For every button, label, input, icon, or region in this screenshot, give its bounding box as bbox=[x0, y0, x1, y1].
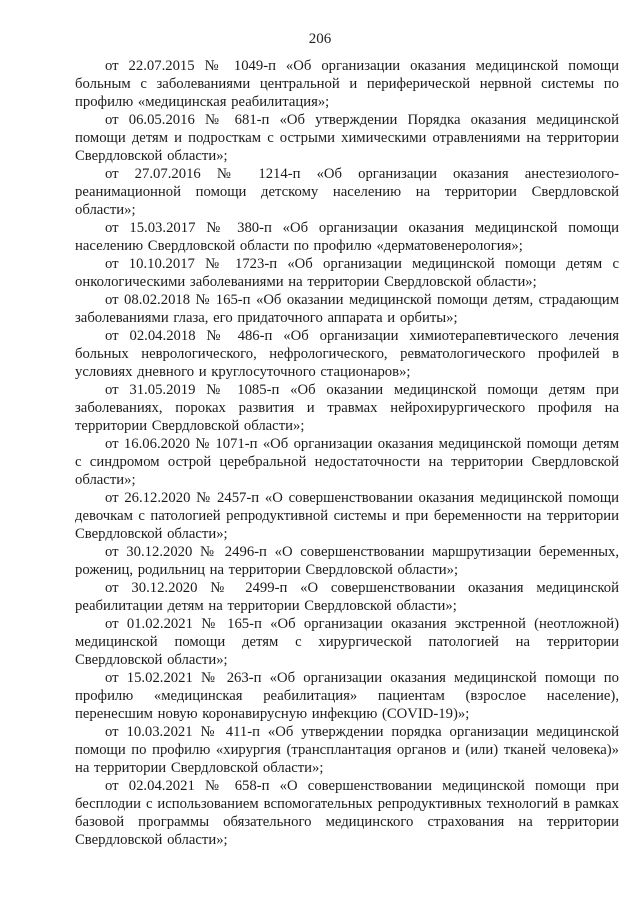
order-paragraph: от 02.04.2021 № 658-п «О совершенствовании медицинской помощи при бесплодии с использованием вспомогательных репродуктивных технологий в рамках базовой программы обязательного медицинского страхования на территории Свердловской области»; bbox=[75, 778, 619, 848]
document-body bbox=[0, 47, 640, 849]
order-paragraph: от 15.02.2021 № 263-п «Об организации оказания медицинской помощи по профилю «медицинская реабилитация» пациентам (взрослое население), перенесшим новую коронавирусную инфекцию (COVID-19)»; bbox=[75, 670, 619, 722]
order-paragraph: от 01.02.2021 № 165-п «Об организации оказания экстренной (неотложной) медицинской помощи детям с хирургической патологией на территории Свердловской области»; bbox=[75, 616, 619, 668]
page-number: 206 bbox=[308, 31, 332, 47]
order-paragraph: от 06.05.2016 № 681-п «Об утверждении Порядка оказания медицинской помощи детям и подросткам с острыми химическими отравлениями на территории Свердловской области»; bbox=[75, 112, 619, 164]
order-paragraph: от 26.12.2020 № 2457-п «О совершенствовании оказания медицинской помощи девочкам с патологией репродуктивной системы и при беременности на территории Свердловской области»; bbox=[75, 490, 619, 542]
order-paragraph: от 30.12.2020 № 2496-п «О совершенствовании маршрутизации беременных, рожениц, родильниц на территории Свердловской области»; bbox=[75, 544, 619, 578]
order-paragraph: от 08.02.2018 № 165-п «Об оказании медицинской помощи детям, страдающим заболеваниями глаза, его придаточного аппарата и орбиты»; bbox=[75, 292, 619, 326]
order-paragraph: от 30.12.2020 № 2499-п «О совершенствовании оказания медицинской реабилитации детям на территории Свердловской области»; bbox=[75, 580, 619, 614]
order-paragraph: от 10.03.2021 № 411-п «Об утверждении порядка организации медицинской помощи по профилю «хирургия (трансплантация органов и (или) тканей человека)» на территории Свердловской области»; bbox=[75, 724, 619, 776]
order-paragraph: от 02.04.2018 № 486-п «Об организации химиотерапевтического лечения больных неврологического, нефрологического, ревматологического профилей в условиях дневного и круглосуточного стационаров»; bbox=[75, 328, 619, 380]
order-paragraph: от 15.03.2017 № 380-п «Об организации оказания медицинской помощи населению Свердловской области по профилю «дерматовенерология»; bbox=[75, 220, 619, 254]
order-paragraph: от 16.06.2020 № 1071-п «Об организации оказания медицинской помощи детям с синдромом острой церебральной недостаточности на территории Свердловской области»; bbox=[75, 436, 619, 488]
order-paragraph: от 27.07.2016 № 1214-п «Об организации оказания анестезиолого-реанимационной помощи детскому населению на территории Свердловской области»; bbox=[75, 166, 619, 218]
order-paragraph: от 22.07.2015 № 1049-п «Об организации оказания медицинской помощи больным с заболеваниями центральной и периферической нервной системы по профилю «медицинская реабилитация»; bbox=[75, 58, 619, 110]
order-paragraph: от 31.05.2019 № 1085-п «Об оказании медицинской помощи детям при заболеваниях, пороках развития и травмах нейрохирургического профиля на территории Свердловской области»; bbox=[75, 382, 619, 434]
order-paragraph: от 10.10.2017 № 1723-п «Об организации медицинской помощи детям с онкологическими заболеваниями на территории Свердловской области»; bbox=[75, 256, 619, 290]
